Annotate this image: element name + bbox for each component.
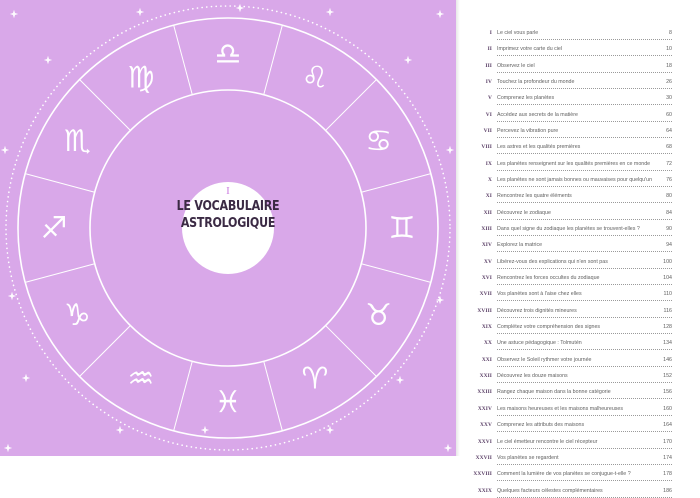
sparkle-icon	[201, 426, 209, 434]
toc-dotted-rule	[497, 153, 672, 154]
toc-dotted-rule	[497, 480, 672, 481]
toc-dotted-rule	[497, 268, 672, 269]
toc-page-number: 110	[663, 291, 672, 298]
sparkle-icon	[236, 4, 244, 12]
toc-chapter-number: XII	[483, 209, 492, 216]
toc-dotted-rule	[497, 170, 672, 171]
toc-chapter-title: Percevez la vibration pure	[497, 128, 559, 135]
toc-page-number: 68	[666, 144, 672, 151]
toc-chapter-title: Libérez-vous des explications qui n'en sont pas	[497, 258, 608, 265]
toc-chapter-title: Comprenez les planètes	[497, 95, 555, 102]
toc-dotted-rule	[497, 39, 672, 40]
virgo-icon: ♍	[127, 60, 155, 96]
toc-entry[interactable]	[460, 403, 700, 416]
toc-dotted-rule	[497, 366, 672, 367]
toc-chapter-number: XIII	[481, 226, 492, 233]
sparkle-icon	[436, 296, 444, 304]
toc-chapter-number: XXVII	[475, 454, 492, 461]
toc-chapter-number: XIV	[481, 242, 492, 249]
toc-entry[interactable]	[460, 337, 700, 350]
toc-chapter-number: III	[485, 62, 492, 69]
toc-entry[interactable]	[460, 207, 700, 220]
toc-chapter-number: VII	[483, 128, 492, 135]
toc-entry[interactable]	[460, 223, 700, 236]
toc-chapter-number: XXII	[479, 373, 492, 380]
wheel-spoke	[264, 361, 283, 431]
toc-page-number: 156	[663, 389, 672, 396]
wheel-spoke	[174, 25, 193, 95]
toc-dotted-rule	[497, 382, 672, 383]
toc-dotted-rule	[497, 398, 672, 399]
sparkle-icon	[44, 56, 52, 64]
toc-entry[interactable]	[460, 174, 700, 187]
toc-dotted-rule	[497, 464, 672, 465]
toc-dotted-rule	[497, 333, 672, 334]
wheel-spoke	[174, 361, 193, 431]
sparkle-icon	[8, 292, 16, 300]
toc-page-number: 18	[666, 62, 672, 69]
toc-dotted-rule	[497, 349, 672, 350]
toc-chapter-number: II	[487, 46, 492, 53]
toc-chapter-title: Les planètes renseignent sur les qualités premières en ce monde	[497, 160, 651, 167]
toc-entry[interactable]	[460, 27, 700, 40]
toc-dotted-rule	[497, 104, 672, 105]
table-of-contents	[460, 0, 700, 494]
toc-entry[interactable]	[460, 60, 700, 73]
toc-page-number: 26	[666, 79, 672, 86]
toc-page-number: 146	[663, 356, 672, 363]
toc-page-number: 76	[666, 177, 672, 184]
toc-dotted-rule	[497, 317, 672, 318]
toc-dotted-rule	[497, 137, 672, 138]
gemini-icon: ♊	[388, 211, 416, 246]
sparkle-icon	[1, 146, 9, 154]
toc-chapter-title: Découvrez le zodiaque	[497, 209, 551, 216]
libra-icon: ♎	[214, 37, 242, 72]
toc-chapter-title: Observez le Soleil rythmer votre journée	[497, 356, 592, 363]
toc-chapter-number: XV	[484, 258, 492, 265]
leo-icon: ♌	[301, 60, 329, 96]
toc-chapter-number: X	[488, 177, 492, 184]
toc-chapter-title: Découvrez trois dignités mineures	[497, 307, 577, 314]
toc-page-number: 100	[663, 258, 672, 265]
toc-entry[interactable]	[460, 256, 700, 269]
toc-chapter-number: XIX	[481, 324, 492, 331]
sparkle-icon	[10, 10, 18, 18]
toc-page-number: 84	[666, 209, 672, 216]
chapter-number: I	[226, 185, 230, 197]
toc-chapter-title: Accédez aux secrets de la matière	[497, 111, 578, 118]
toc-chapter-title: Touchez la profondeur du monde	[497, 79, 575, 86]
toc-chapter-title: Complétez votre compréhension des signes	[497, 324, 601, 331]
toc-chapter-number: XVII	[479, 291, 492, 298]
wheel-spoke	[326, 326, 377, 377]
sparkle-icon	[396, 376, 404, 384]
toc-chapter-title: Rencontrez les quatre éléments	[497, 193, 572, 200]
toc-page-number: 10	[666, 46, 672, 53]
toc-chapter-number: VIII	[481, 144, 492, 151]
toc-dotted-rule	[497, 72, 672, 73]
toc-entry[interactable]	[460, 288, 700, 301]
sparkle-icon	[4, 444, 12, 452]
toc-chapter-number: XVI	[481, 275, 492, 282]
toc-chapter-number: XXI	[481, 356, 492, 363]
toc-page-number: 160	[663, 405, 672, 412]
sagittarius-icon: ♐	[40, 211, 68, 246]
toc-dotted-rule	[497, 121, 672, 122]
toc-entry[interactable]	[460, 452, 700, 465]
toc-chapter-title: Comment la lumière de vos planètes se conjugue-t-elle ?	[497, 471, 631, 478]
sparkle-icon	[22, 374, 30, 382]
sparkle-icon	[116, 426, 124, 434]
toc-page-number: 94	[666, 242, 672, 249]
toc-page-number: 64	[666, 128, 672, 135]
toc-entry[interactable]	[460, 239, 700, 252]
toc-page-number: 134	[663, 340, 672, 347]
toc-page-number: 174	[663, 454, 672, 461]
toc-chapter-title: Imprimez votre carte du ciel	[497, 46, 563, 53]
toc-chapter-number: XXIII	[477, 389, 492, 396]
toc-chapter-number: XI	[485, 193, 492, 200]
toc-entry[interactable]	[460, 125, 700, 138]
toc-page-number: 104	[663, 275, 672, 282]
toc-chapter-title: Dans quel signe du zodiaque les planètes se trouvent-elles ?	[497, 226, 640, 233]
toc-entry[interactable]	[460, 141, 700, 154]
toc-dotted-rule	[497, 55, 672, 56]
chapter-title-line-1: LE VOCABULAIRE	[176, 198, 280, 214]
toc-chapter-number: V	[488, 95, 492, 102]
toc-entry[interactable]	[460, 436, 700, 449]
toc-entry[interactable]	[460, 485, 700, 498]
toc-page-number: 116	[663, 307, 672, 314]
toc-dotted-rule	[497, 448, 672, 449]
toc-entry[interactable]	[460, 272, 700, 285]
toc-dotted-rule	[497, 202, 672, 203]
sparkle-icon	[444, 444, 452, 452]
sparkle-icon	[446, 146, 454, 154]
toc-chapter-number: XXVIII	[473, 471, 492, 478]
toc-entry[interactable]	[460, 468, 700, 481]
toc-page-number: 60	[666, 111, 672, 118]
toc-entry[interactable]	[460, 109, 700, 122]
toc-dotted-rule	[497, 186, 672, 187]
toc-chapter-number: VI	[485, 111, 492, 118]
toc-page-number: 152	[663, 373, 672, 380]
wheel-spoke	[361, 264, 431, 283]
taurus-icon: ♉	[365, 298, 393, 333]
toc-dotted-rule	[497, 497, 672, 498]
toc-entry[interactable]	[460, 370, 700, 383]
wheel-spoke	[25, 264, 95, 283]
sparkle-icon	[326, 8, 334, 16]
toc-page-number: 164	[663, 422, 672, 429]
toc-entry[interactable]	[460, 321, 700, 334]
toc-page-number: 178	[663, 471, 672, 478]
toc-chapter-title: Le ciel vous parle	[497, 30, 539, 36]
toc-page-number: 186	[663, 487, 672, 494]
toc-page-number: 128	[663, 324, 672, 331]
toc-dotted-rule	[497, 300, 672, 301]
toc-chapter-title: Quelques facteurs célestes complémentaires	[497, 487, 603, 494]
toc-entry[interactable]	[460, 43, 700, 56]
toc-dotted-rule	[497, 284, 672, 285]
aries-icon: ♈	[301, 361, 329, 397]
toc-chapter-number: XXIV	[477, 405, 492, 412]
toc-chapter-title: Observez le ciel	[497, 62, 535, 69]
chapter-title-line-2: ASTROLOGIQUE	[180, 215, 276, 231]
toc-dotted-rule	[497, 219, 672, 220]
toc-dotted-rule	[497, 415, 672, 416]
aquarius-icon: ♒	[127, 361, 155, 397]
toc-chapter-number: XXV	[480, 422, 492, 429]
toc-chapter-title: Vos planètes se regardent	[497, 454, 559, 461]
capricorn-icon: ♑	[63, 298, 91, 333]
toc-entry[interactable]	[460, 158, 700, 171]
toc-chapter-title: Une astuce pédagogique : Tolmutén	[497, 340, 582, 347]
toc-dotted-rule	[497, 235, 672, 236]
toc-chapter-title: Les astres et les qualités premières	[497, 144, 581, 151]
toc-dotted-rule	[497, 251, 672, 252]
toc-entry[interactable]	[460, 386, 700, 399]
toc-chapter-title: Le ciel émetteur rencontre le ciel récepteur	[497, 438, 598, 445]
wheel-spoke	[25, 174, 95, 193]
toc-entry[interactable]	[460, 354, 700, 367]
toc-chapter-number: XX	[484, 340, 492, 347]
toc-chapter-title: Les maisons heureuses et les maisons malheureuses	[497, 405, 624, 412]
toc-chapter-title: Les planètes ne sont jamais bonnes ou mauvaises pour quelqu'un	[497, 177, 653, 184]
toc-page-number: 72	[666, 160, 672, 167]
toc-page-number: 8	[669, 30, 672, 36]
toc-entry[interactable]	[460, 190, 700, 203]
toc-entry[interactable]	[460, 419, 700, 432]
toc-chapter-number: IV	[485, 79, 492, 86]
sparkle-icon	[136, 8, 144, 16]
sparkle-icon	[436, 10, 444, 18]
toc-chapter-title: Vos planètes sont à l'aise chez elles	[497, 291, 582, 298]
toc-chapter-number: XXIX	[477, 487, 492, 494]
wheel-spoke	[264, 25, 283, 95]
toc-dotted-rule	[497, 88, 672, 89]
toc-chapter-number: IX	[485, 160, 492, 167]
toc-chapter-number: XXVI	[477, 438, 492, 445]
sparkle-icon	[326, 426, 334, 434]
sparkle-icon	[404, 56, 412, 64]
toc-chapter-title: Comprenez les attributs des maisons	[497, 422, 585, 429]
toc-page-number: 90	[666, 226, 672, 233]
toc-entry[interactable]	[460, 92, 700, 105]
toc-page-number: 80	[666, 193, 672, 200]
wheel-spoke	[80, 80, 131, 131]
wheel-spoke	[361, 174, 431, 193]
toc-chapter-title: Rencontrez les forces occultes du zodiaque	[497, 275, 600, 282]
toc-chapter-title: Explorez la matrice	[497, 242, 543, 249]
toc-chapter-title: Découvrez les douze maisons	[497, 373, 568, 380]
toc-page-number: 170	[663, 438, 672, 445]
wheel-spoke	[326, 80, 377, 131]
toc-chapter-number: I	[489, 30, 492, 36]
toc-chapter-number: XVIII	[477, 307, 492, 314]
cancer-icon: ♋	[365, 124, 393, 159]
chapter-heading	[148, 184, 308, 232]
scorpio-icon: ♏	[63, 124, 91, 159]
toc-page-number: 30	[666, 95, 672, 102]
toc-chapter-title: Rangez chaque maison dans la bonne catégorie	[497, 389, 611, 396]
toc-dotted-rule	[497, 431, 672, 432]
toc-entry[interactable]	[460, 305, 700, 318]
toc-entry[interactable]	[460, 76, 700, 89]
wheel-spoke	[80, 326, 131, 377]
pisces-icon: ♓	[214, 385, 242, 420]
